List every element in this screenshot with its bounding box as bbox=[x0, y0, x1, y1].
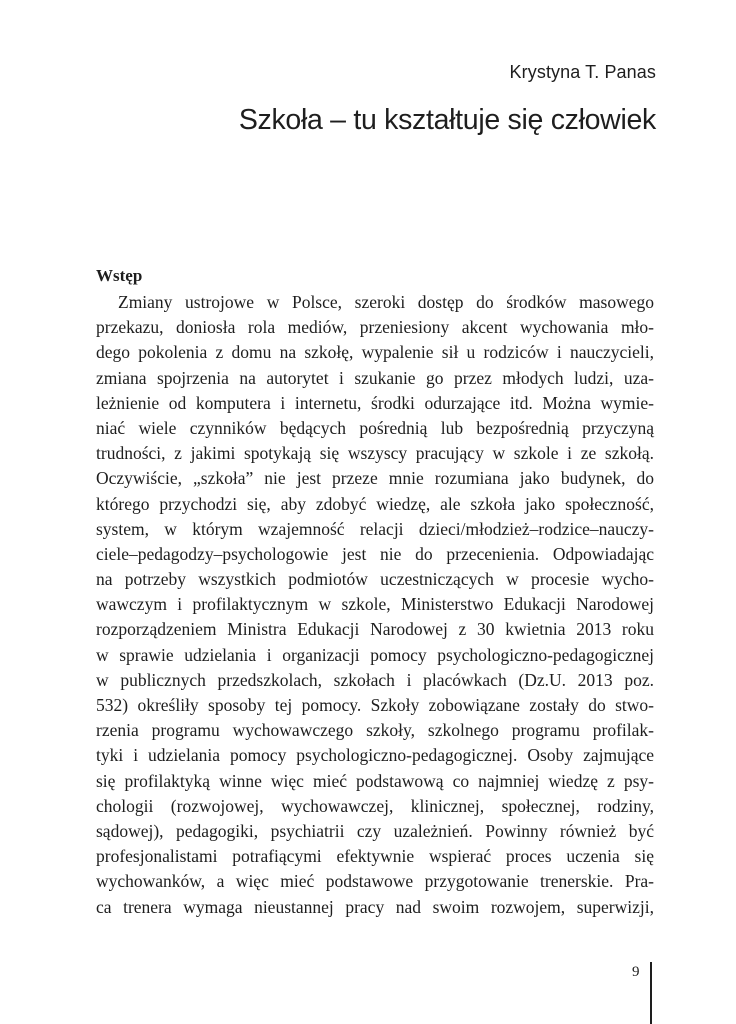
text-line: w sprawie udzielania i organizacji pomocy psychologiczno-pedagogicznej bbox=[96, 644, 654, 665]
text-line: na potrzeby wszystkich podmiotów uczestniczących w procesie wycho- bbox=[96, 569, 654, 590]
text-line: którego przychodzi się, aby zdobyć wiedzę, ale szkoła jako społeczność, bbox=[96, 493, 654, 514]
text-line: w publicznych przedszkolach, szkołach i placówkach (Dz.U. 2013 poz. bbox=[96, 669, 654, 690]
text-line: leżnienie od komputera i internetu, środki odurzające itd. Można wymie- bbox=[96, 392, 654, 413]
text-line: ca trenera wymaga nieustannej pracy nad swoim rozwojem, superwizji, bbox=[96, 896, 654, 917]
page-number-rule bbox=[650, 962, 652, 1024]
text-line: zmiana spojrzenia na autorytet i szukanie go przez młodych ludzi, uza- bbox=[96, 367, 654, 388]
text-line: niać wiele czynników będących pośrednią lub bezpośrednią przyczyną bbox=[96, 417, 654, 438]
text-line: wychowanków, a więc mieć podstawowe przygotowanie trenerskie. Pra- bbox=[96, 871, 654, 892]
body-paragraph bbox=[96, 290, 654, 920]
text-line: rozporządzeniem Ministra Edukacji Narodowej z 30 kwietnia 2013 roku bbox=[96, 619, 654, 640]
text-line: się profilaktyką winne więc mieć podstawową co najmniej wiedzę z psy- bbox=[96, 770, 654, 791]
page-number: 9 bbox=[632, 964, 640, 980]
text-line: rzenia programu wychowawczego szkoły, szkolnego programu profilak- bbox=[96, 720, 654, 741]
text-line: trudności, z jakimi spotykają się wszyscy pracujący w szkole i ze szkołą. bbox=[96, 443, 654, 464]
text-line: dego pokolenia z domu na szkołę, wypalenie sił u rodziców i nauczycieli, bbox=[96, 342, 654, 363]
text-line: Zmiany ustrojowe w Polsce, szeroki dostęp do środków masowego bbox=[118, 292, 654, 312]
text-line: ciele–pedagodzy–psychologowie jest nie do przecenienia. Odpowiadając bbox=[96, 543, 654, 564]
text-line: chologii (rozwojowej, wychowawczej, klinicznej, społecznej, rodziny, bbox=[96, 795, 654, 816]
text-line: 532) określiły sposoby tej pomocy. Szkoły zobowiązane zostały do stwo- bbox=[96, 695, 654, 715]
text-line: tyki i udzielania pomocy psychologiczno-pedagogicznej. Osoby zajmujące bbox=[96, 745, 654, 766]
text-line: wawczym i profilaktycznym w szkole, Ministerstwo Edukacji Narodowej bbox=[96, 594, 654, 615]
section-heading: Wstęp bbox=[96, 266, 143, 285]
text-line: profesjonalistami potrafiącymi efektywnie wspierać proces uczenia się bbox=[96, 846, 654, 867]
text-line: Oczywiście, „szkoła” nie jest przeze mnie rozumiana jako budynek, do bbox=[96, 468, 654, 489]
text-line: przekazu, doniosła rola mediów, przeniesiony akcent wychowania mło- bbox=[96, 317, 654, 338]
chapter-title: Szkoła – tu kształtuje się człowiek bbox=[238, 104, 656, 136]
text-line: sądowej), pedagogiki, psychiatrii czy uzależnień. Powinny również być bbox=[96, 820, 654, 841]
text-line: system, w którym wzajemność relacji dzieci/młodzież–rodzice–nauczy- bbox=[96, 518, 654, 539]
author-name: Krystyna T. Panas bbox=[509, 62, 656, 82]
